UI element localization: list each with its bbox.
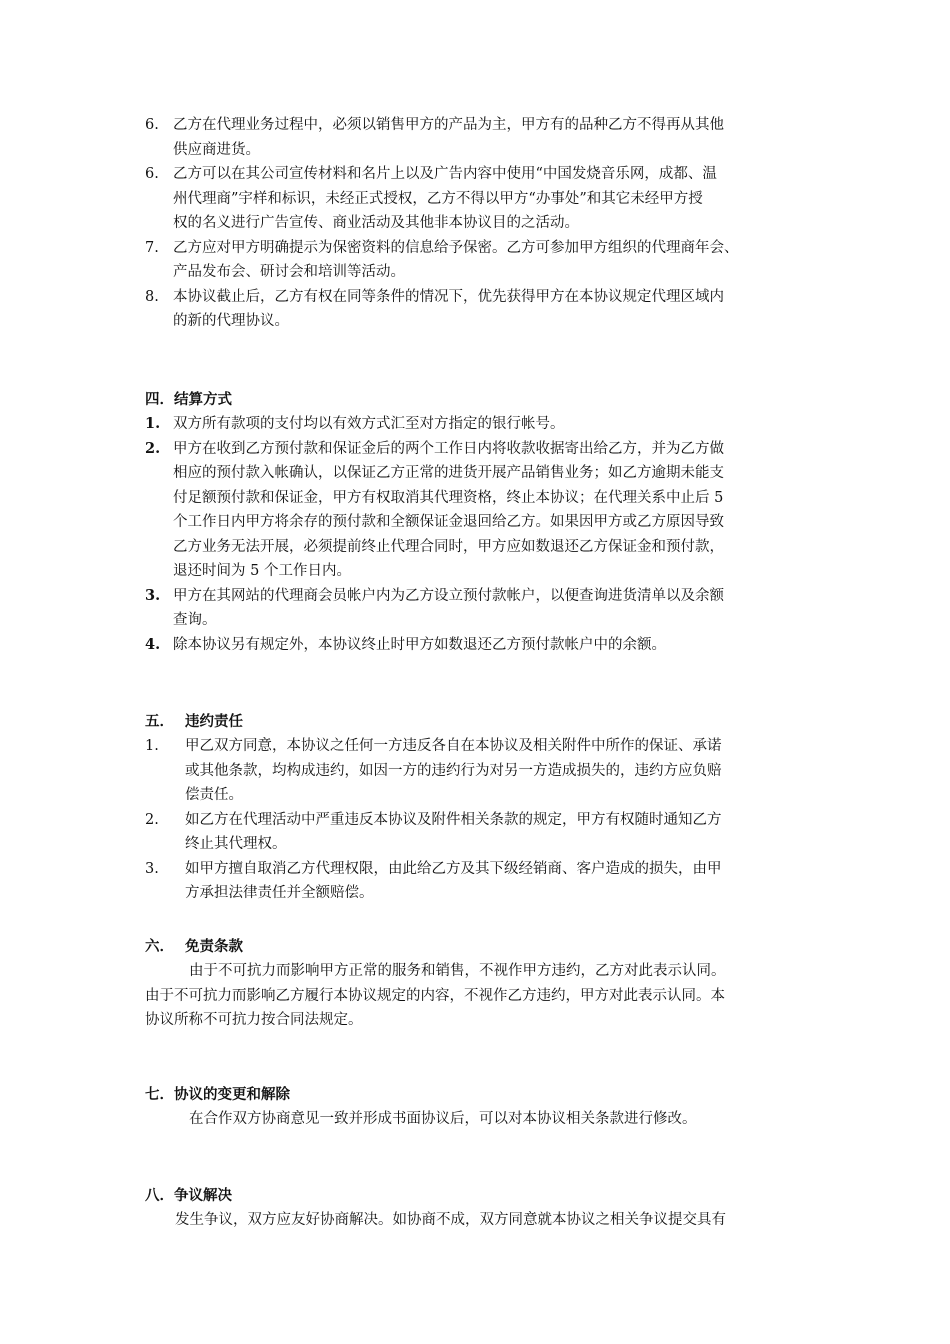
section-title-text: 违约责任 xyxy=(185,713,243,730)
item-text: 如甲方擅自取消乙方代理权限，由此给乙方及其下级经销商、客户造成的损失，由甲 xyxy=(185,860,722,877)
section-6 xyxy=(145,935,825,1033)
item-text: 的新的代理协议。 xyxy=(173,313,289,329)
item-text: 方承担法律责任并全额赔偿。 xyxy=(185,885,374,901)
section-title: 八．争议解决 xyxy=(145,1187,232,1204)
item-text: 甲方在其网站的代理商会员帐户内为乙方设立预付款帐户，以便查询进货清单以及余额 xyxy=(173,587,724,604)
item-text: 或其他条款，均构成违约，如因一方的违约行为对另一方造成损失的，违约方应负赔 xyxy=(185,762,722,779)
item-text: 双方所有款项的支付均以有效方式汇至对方指定的银行帐号。 xyxy=(173,416,565,432)
paragraph-line: 协议所称不可抗力按合同法规定。 xyxy=(145,1012,363,1028)
list-item xyxy=(145,236,825,285)
item-number: 6. xyxy=(145,117,159,133)
item-text: 乙方在代理业务过程中，必须以销售甲方的产品为主，甲方有的品种乙方不得再从其他 xyxy=(173,117,724,133)
item-text: 个工作日内甲方将余存的预付款和全额保证金退回给乙方。如果因甲方或乙方原因导致 xyxy=(173,514,724,530)
item-number: 2. xyxy=(145,811,159,828)
item-number: 7. xyxy=(145,239,159,256)
list-item xyxy=(145,857,825,906)
list-item xyxy=(145,808,825,857)
item-number: 3. xyxy=(145,860,159,877)
item-text: 相应的预付款入帐确认，以保证乙方正常的进货开展产品销售业务；如乙方逾期未能支 xyxy=(173,465,724,481)
item-number: 3. xyxy=(145,586,161,604)
section-3-continued xyxy=(145,113,825,334)
item-text: 退还时间为 5 个工作日内。 xyxy=(173,563,351,579)
section-4 xyxy=(145,388,825,657)
section-5 xyxy=(145,710,825,906)
item-text: 查询。 xyxy=(173,612,217,628)
section-body: 发生争议，双方应友好协商解决。如协商不成，双方同意就本协议之相关争议提交具有 xyxy=(175,1212,726,1228)
section-7 xyxy=(145,1083,825,1132)
item-number: 2. xyxy=(145,439,161,457)
item-number: 4. xyxy=(145,635,161,653)
item-number: 1. xyxy=(145,738,159,754)
section-number: 五． xyxy=(145,713,174,730)
section-title-text: 免责条款 xyxy=(185,938,243,955)
section-number: 六． xyxy=(145,938,174,955)
list-item xyxy=(145,412,825,437)
item-text: 乙方可以在其公司宣传材料和名片上以及广告内容中使用“中国发烧音乐网，成都、温 xyxy=(173,166,717,182)
item-text: 除本协议另有规定外，本协议终止时甲方如数退还乙方预付款帐户中的余额。 xyxy=(173,636,666,653)
paragraph-line: 由于不可抗力而影响甲方正常的服务和销售，不视作甲方违约，乙方对此表示认同。 xyxy=(189,963,726,979)
item-text: 偿责任。 xyxy=(185,787,243,803)
section-8 xyxy=(145,1184,825,1233)
item-text: 产品发布会、研讨会和培训等活动。 xyxy=(173,264,405,280)
item-text: 乙方业务无法开展，必须提前终止代理合同时，甲方应如数退还乙方保证金和预付款， xyxy=(173,538,724,555)
item-text: 州代理商”宇样和标识，未经正式授权，乙方不得以甲方“办事处”和其它未经甲方授 xyxy=(173,190,703,207)
list-item xyxy=(145,437,825,584)
list-item xyxy=(145,633,825,658)
item-text: 权的名义进行广告宣传、商业活动及其他非本协议目的之活动。 xyxy=(173,215,579,231)
item-number: 8. xyxy=(145,288,159,305)
item-text: 供应商进货。 xyxy=(173,141,260,158)
section-body: 在合作双方协商意见一致并形成书面协议后，可以对本协议相关条款进行修改。 xyxy=(189,1111,697,1127)
section-title: 四．结算方式 xyxy=(145,391,232,408)
item-number: 1. xyxy=(145,415,161,432)
item-text: 终止其代理权。 xyxy=(185,836,287,852)
item-text: 甲方在收到乙方预付款和保证金后的两个工作日内将收款收据寄出给乙方，并为乙方做 xyxy=(173,440,724,457)
item-text: 乙方应对甲方明确提示为保密资料的信息给予保密。乙方可参加甲方组织的代理商年会、 xyxy=(173,239,739,256)
list-item xyxy=(145,285,825,334)
item-text: 本协议截止后，乙方有权在同等条件的情况下，优先获得甲方在本协议规定代理区域内 xyxy=(173,288,724,305)
section-title xyxy=(145,710,825,734)
paragraph-line: 由于不可抗力而影响乙方履行本协议规定的内容，不视作乙方违约，甲方对此表示认同。本 xyxy=(145,987,725,1004)
list-item xyxy=(145,162,825,236)
item-number: 6. xyxy=(145,166,159,182)
list-item xyxy=(145,734,825,808)
list-item xyxy=(145,113,825,162)
item-text: 付足额预付款和保证金，甲方有权取消其代理资格，终止本协议；在代理关系中止后 5 xyxy=(173,489,724,506)
section-title: 七．协议的变更和解除 xyxy=(145,1086,290,1103)
section-body xyxy=(145,959,825,1033)
section-title xyxy=(145,935,825,959)
item-text: 甲乙双方同意，本协议之任何一方违反各自在本协议及相关附件中所作的保证、承诺 xyxy=(185,738,722,754)
item-text: 如乙方在代理活动中严重违反本协议及附件相关条款的规定，甲方有权随时通知乙方 xyxy=(185,811,722,828)
list-item xyxy=(145,584,825,633)
